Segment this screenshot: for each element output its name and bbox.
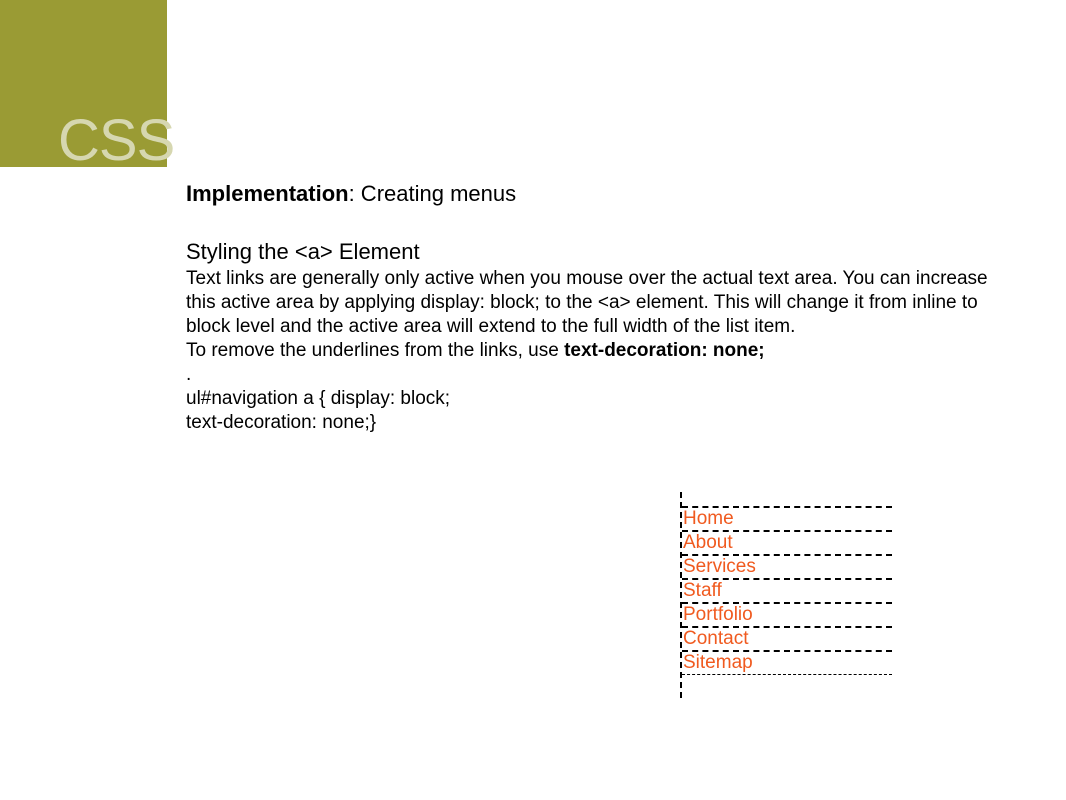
dot-line: . bbox=[186, 364, 192, 385]
slide-subheading: Styling the <a> Element bbox=[186, 239, 420, 264]
heading-bold: Implementation bbox=[186, 181, 349, 206]
css-logo-block bbox=[0, 0, 175, 173]
spacer bbox=[186, 210, 1016, 237]
css-logo-text: CSS bbox=[58, 108, 175, 173]
heading-rest: : Creating menus bbox=[348, 181, 517, 206]
underline-paragraph bbox=[186, 339, 1016, 363]
menu-item-services: Services bbox=[682, 556, 892, 580]
para2-prefix: To remove the underlines from the links, use bbox=[186, 340, 565, 361]
demo-navigation-list bbox=[682, 506, 892, 675]
menu-item-staff: Staff bbox=[682, 580, 892, 604]
menu-item-home: Home bbox=[682, 508, 892, 532]
slide-heading bbox=[186, 178, 1016, 210]
para2-bold: text-decoration: none; bbox=[564, 340, 765, 361]
menu-demo-image bbox=[680, 492, 892, 698]
menu-item-about: About bbox=[682, 532, 892, 556]
slide-content bbox=[186, 178, 1016, 435]
menu-item-contact: Contact bbox=[682, 628, 892, 652]
body-paragraph: Text links are generally only active when you mouse over the actual text area. You can increase this active area by applying display: block; to the <a> element. This will change it from inline to block level and the active area will extend to the full width of the list item. bbox=[186, 268, 988, 337]
menu-item-portfolio: Portfolio bbox=[682, 604, 892, 628]
menu-item-sitemap: Sitemap bbox=[682, 652, 892, 675]
code-line-2: text-decoration: none;} bbox=[186, 412, 377, 433]
code-line-1: ul#navigation a { display: block; bbox=[186, 388, 451, 409]
